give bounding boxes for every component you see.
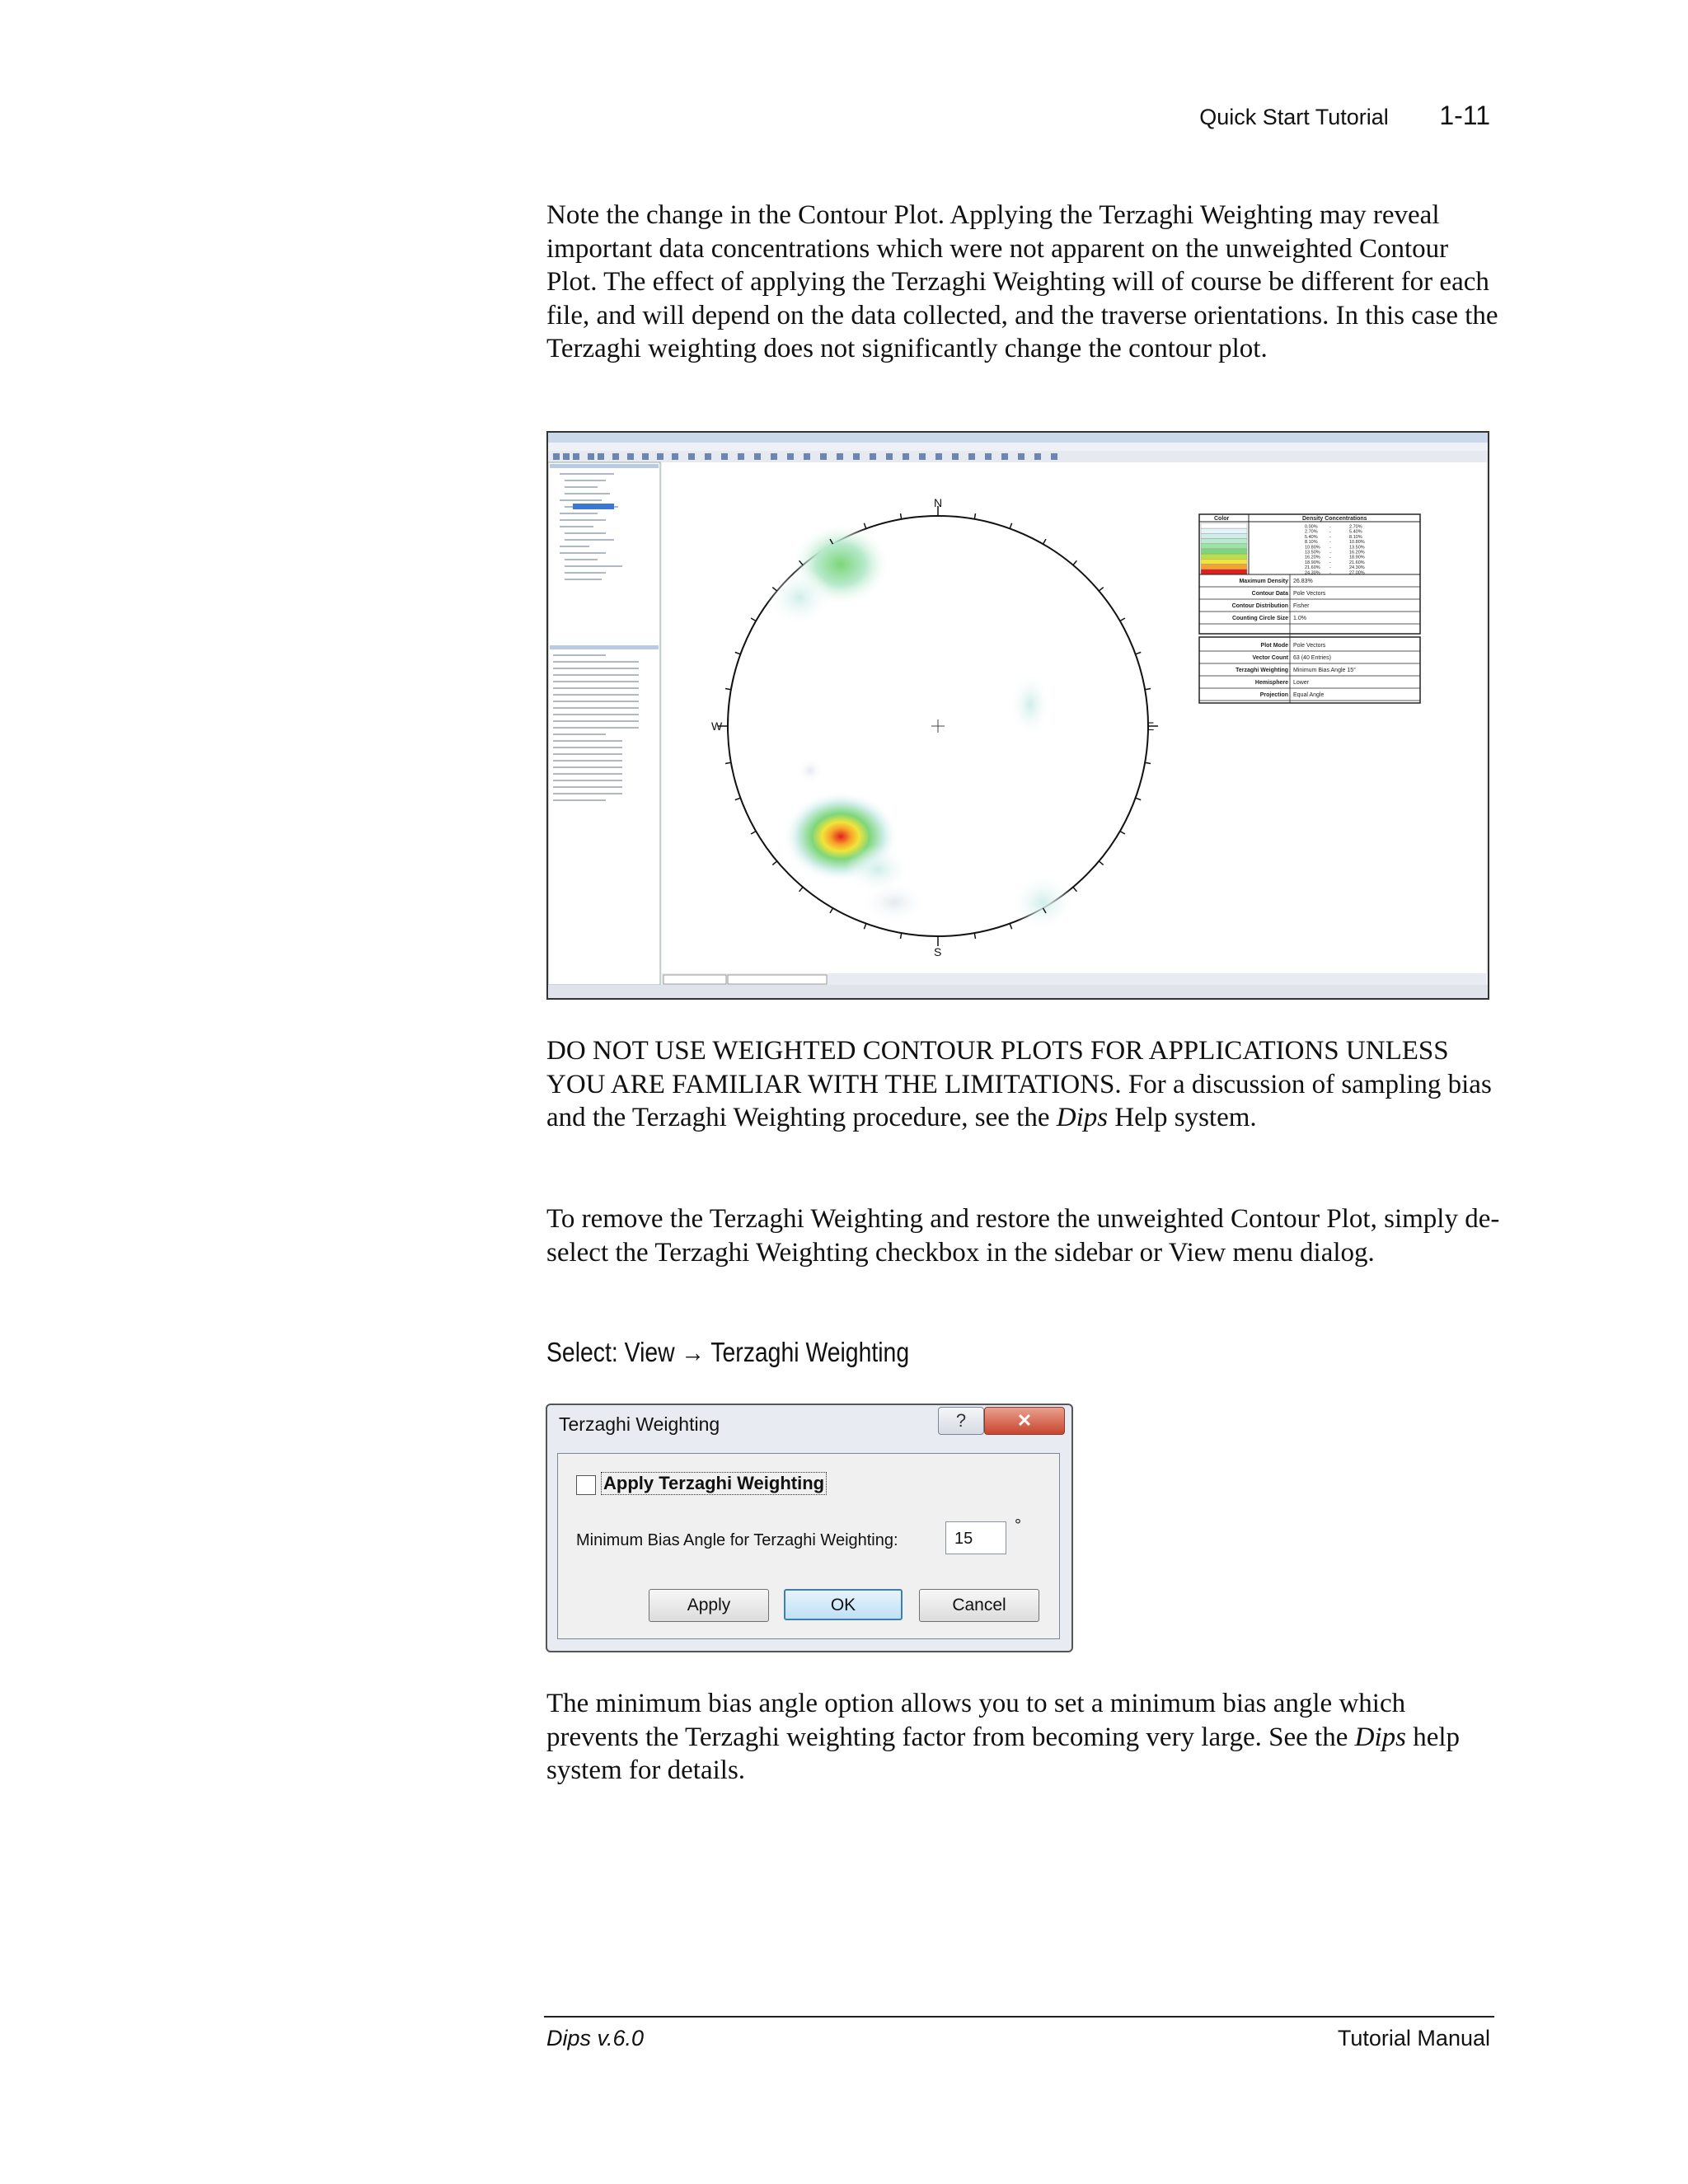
footer-rule xyxy=(544,2016,1494,2018)
legend-range-text: 24.30% xyxy=(1349,565,1365,571)
info-value: 26.83% xyxy=(1293,579,1313,584)
legend-range-text: - xyxy=(1329,560,1331,565)
info-label: Hemisphere xyxy=(1254,680,1288,686)
help-button[interactable]: ? xyxy=(938,1407,984,1435)
info-label: Plot Mode xyxy=(1260,643,1288,649)
legend-range-text: 10.80% xyxy=(1305,545,1320,551)
compass-west: W xyxy=(711,719,723,733)
legend-range-text: - xyxy=(1329,534,1331,540)
legend-range-text: - xyxy=(1329,545,1331,551)
legend-swatch xyxy=(1201,549,1247,554)
dialog-body xyxy=(557,1453,1060,1639)
info-value: 1.0% xyxy=(1293,616,1306,621)
legend-range-text: 13.50% xyxy=(1349,545,1365,551)
apply-button[interactable]: Apply xyxy=(649,1589,769,1622)
close-button[interactable] xyxy=(984,1407,1065,1435)
info-label: Maximum Density xyxy=(1239,579,1288,584)
legend-range-text: - xyxy=(1329,550,1331,555)
compass-north: N xyxy=(934,496,943,509)
legend-swatch xyxy=(1201,565,1247,569)
info-value: Fisher xyxy=(1293,603,1310,609)
dips-window-image xyxy=(548,433,1488,998)
min-bias-text-a: The minimum bias angle option allows you to set a minimum bias angle which prevents the Terzaghi weighting factor from becoming very large. See the xyxy=(546,1689,1406,1752)
section-title: Quick Start Tutorial xyxy=(1199,105,1389,129)
info-label: Vector Count xyxy=(1252,655,1288,661)
legend-range-text: - xyxy=(1329,570,1331,576)
info-value: Pole Vectors xyxy=(1293,591,1326,597)
legend-swatch xyxy=(1201,539,1247,544)
legend-swatch xyxy=(1201,554,1247,559)
warning-caps: DO NOT USE WEIGHTED CONTOUR PLOTS FOR APPLICATIONS UNLESS YOU ARE FAMILIAR WITH THE LIMITATIONS. xyxy=(546,1036,1449,1099)
paragraph-intro: Note the change in the Contour Plot. Applying the Terzaghi Weighting may reveal important data concentrations which were not apparent on the unweighted Contour Plot. The effect of applying the Terzaghi Weighting will of course be different for each file, and will depend on the data collected, and the traverse orientations. In this case the Terzaghi weighting does not significantly change the contour plot. xyxy=(546,200,1498,363)
close-icon: ✕ xyxy=(1016,1410,1033,1431)
footer-right: Tutorial Manual xyxy=(1337,2026,1490,2050)
info-label: Projection xyxy=(1259,692,1288,698)
info-value: Minimum Bias Angle 15° xyxy=(1293,668,1356,673)
legend-range-text: 27.00% xyxy=(1349,570,1365,576)
min-bias-input[interactable]: 15 xyxy=(945,1521,1006,1554)
info-value: Equal Angle xyxy=(1293,692,1325,698)
legend-range-text: - xyxy=(1329,524,1331,530)
legend-range-text: 0.00% xyxy=(1305,524,1318,530)
footer-left: Dips v.6.0 xyxy=(546,2026,645,2050)
legend-range-text: - xyxy=(1329,529,1331,535)
select-instruction: Select: View → Terzaghi Weighting xyxy=(546,1337,910,1367)
info-label: Counting Circle Size xyxy=(1231,616,1288,621)
legend-range-text: 2.70% xyxy=(1349,524,1362,530)
legend-swatch xyxy=(1201,544,1247,549)
paragraph-warning xyxy=(546,1034,1503,1135)
dialog-title: Terzaghi Weighting xyxy=(559,1413,720,1435)
legend-range-text: 21.60% xyxy=(1349,560,1365,565)
legend-range-text: 18.90% xyxy=(1305,560,1320,565)
legend-range-text: 18.90% xyxy=(1349,555,1365,560)
page-number: 1-11 xyxy=(1439,101,1490,130)
info-label: Contour Data xyxy=(1251,591,1288,597)
warning-end: Help system. xyxy=(1108,1103,1257,1132)
dips-screenshot xyxy=(546,431,1489,1000)
info-value: Lower xyxy=(1293,680,1310,686)
checkbox-label[interactable]: Apply Terzaghi Weighting xyxy=(601,1472,827,1495)
paragraph-remove: To remove the Terzaghi Weighting and restore the unweighted Contour Plot, simply de-select the Terzaghi Weighting checkbox in the sidebar or View menu dialog. xyxy=(546,1204,1500,1268)
terzaghi-dialog xyxy=(546,1404,1073,1652)
legend-range-text: 5.40% xyxy=(1349,529,1362,535)
legend-range-text: 13.50% xyxy=(1305,550,1320,555)
info-label: Terzaghi Weighting xyxy=(1236,668,1288,673)
dips-italic-2: Dips xyxy=(1354,1722,1406,1752)
page-header xyxy=(1199,101,1490,131)
legend-range-text: 21.60% xyxy=(1305,565,1320,571)
legend-swatch xyxy=(1201,569,1247,574)
legend-swatch xyxy=(1201,559,1247,564)
cancel-button[interactable]: Cancel xyxy=(919,1589,1039,1622)
legend-range-text: 8.10% xyxy=(1305,540,1318,546)
legend-range-text: - xyxy=(1329,555,1331,560)
legend-range-text: 24.30% xyxy=(1305,570,1320,576)
apply-terzaghi-checkbox[interactable] xyxy=(576,1475,596,1495)
info-label: Contour Distribution xyxy=(1231,603,1288,609)
dips-italic: Dips xyxy=(1056,1103,1109,1132)
legend-range-text: 8.10% xyxy=(1349,534,1362,540)
legend-range-text: 16.20% xyxy=(1305,555,1320,560)
compass-south: S xyxy=(934,945,942,958)
legend-range-text: - xyxy=(1329,565,1331,571)
legend-density-title: Density Concentrations xyxy=(1302,516,1367,522)
warning-rest: For a discussion of sampling bias and the Terzaghi Weighting procedure, see the xyxy=(546,1069,1492,1132)
compass-east: E xyxy=(1146,719,1155,733)
legend-range-text: 16.20% xyxy=(1349,550,1365,555)
legend-range-text: - xyxy=(1329,540,1331,546)
legend-swatch xyxy=(1201,533,1247,538)
legend-range-text: 5.40% xyxy=(1305,534,1318,540)
density-legend xyxy=(1199,514,1420,703)
legend-swatch xyxy=(1201,523,1247,528)
legend-color-title: Color xyxy=(1214,516,1230,522)
legend-range-text: 2.70% xyxy=(1305,529,1318,535)
degree-symbol: ° xyxy=(1015,1516,1021,1535)
min-bias-text-b: help system for details. xyxy=(546,1722,1461,1785)
ok-button[interactable]: OK xyxy=(784,1589,903,1620)
legend-swatch xyxy=(1201,528,1247,533)
legend-range-text: 10.80% xyxy=(1349,540,1365,546)
info-value: Pole Vectors xyxy=(1293,643,1326,649)
paragraph-min-bias xyxy=(546,1687,1503,1788)
min-bias-label: Minimum Bias Angle for Terzaghi Weighting: xyxy=(576,1531,898,1549)
info-value: 63 (40 Entries) xyxy=(1293,655,1331,661)
